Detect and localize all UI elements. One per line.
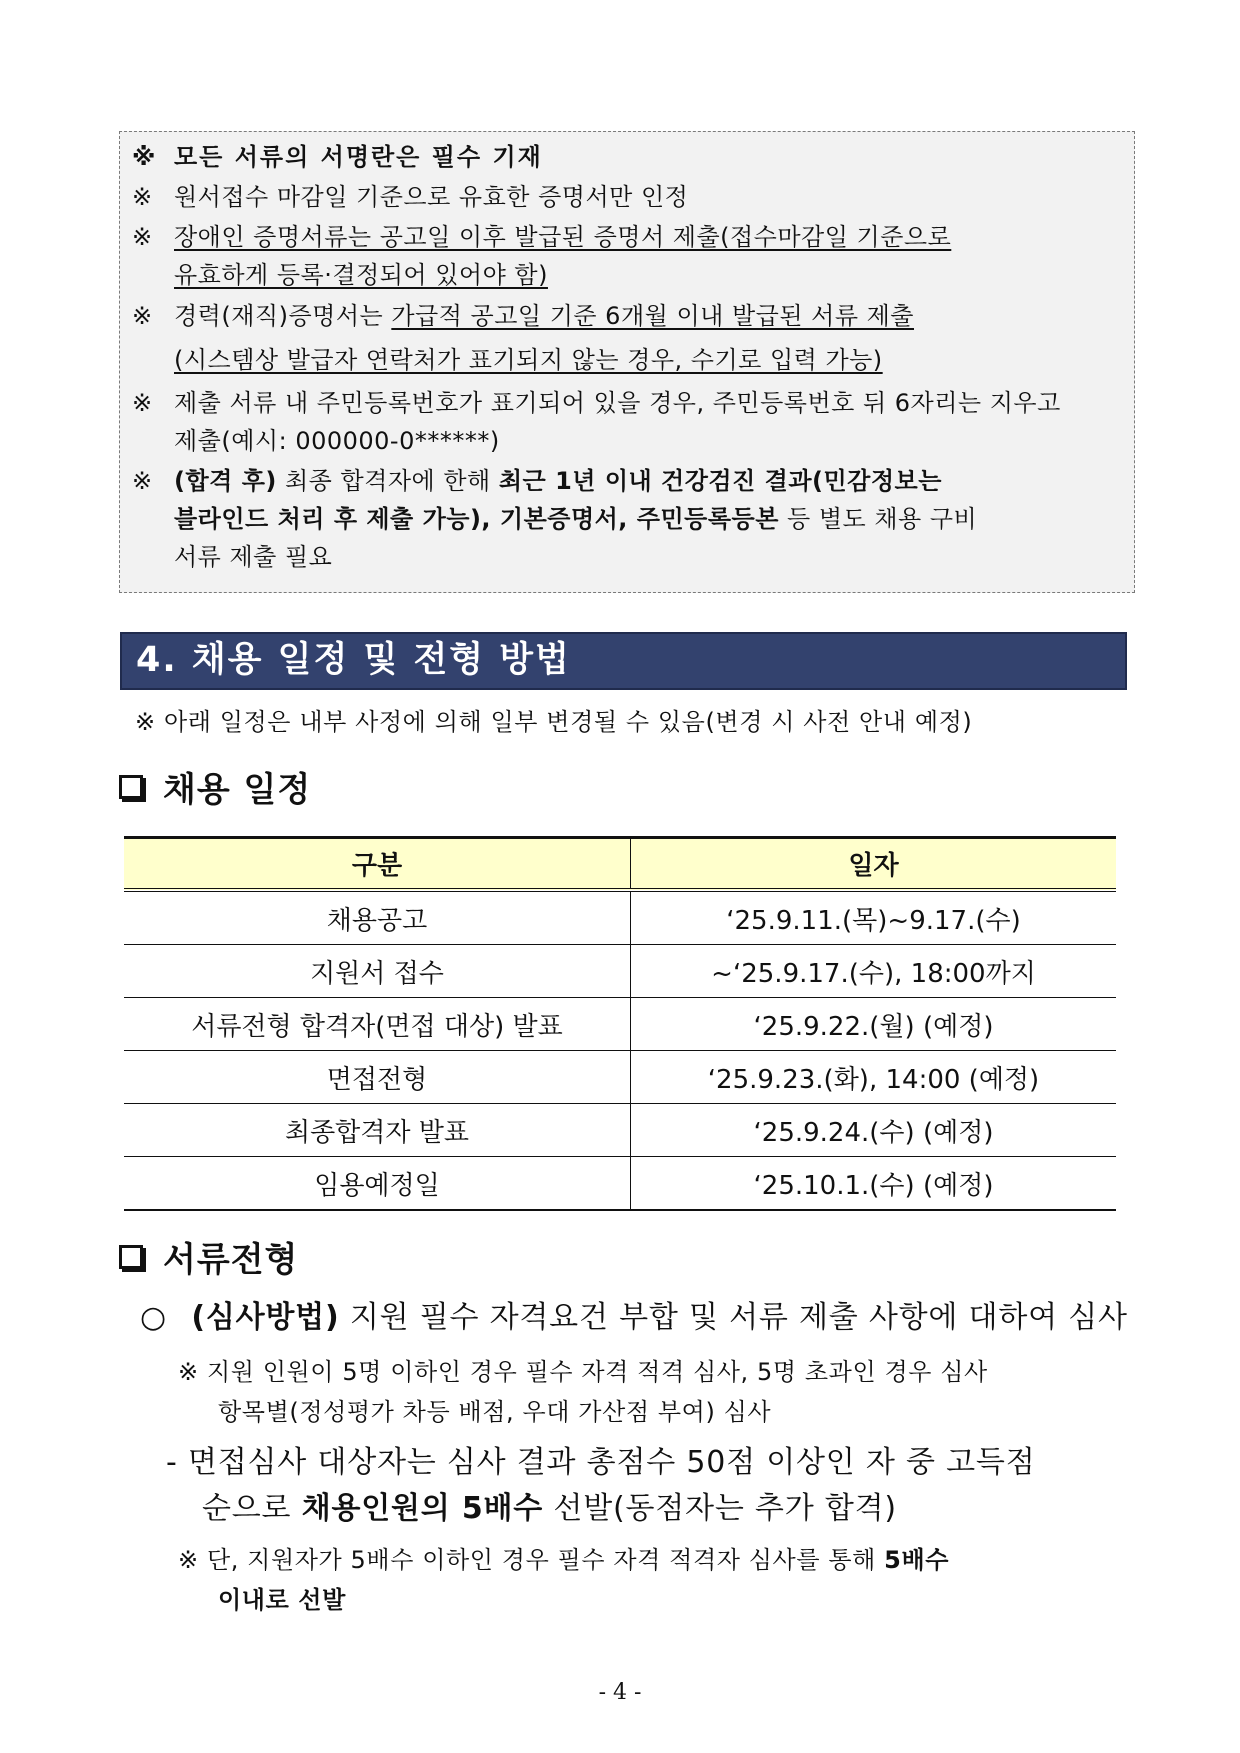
note-disability-certificate: [132, 218, 1124, 294]
table-header-row: [124, 838, 1116, 891]
table-cell-date: ‘25.9.23.(화), 14:00 (예정): [631, 1051, 1117, 1104]
doc-screening-heading: [119, 1232, 298, 1281]
note-after-pass: [132, 462, 1124, 576]
table-cell-category: 서류전형 합격자(면접 대상) 발표: [124, 998, 631, 1051]
heading-text: 서류전형: [163, 1240, 299, 1280]
table-cell-date: ‘25.9.24.(수) (예정): [631, 1104, 1117, 1157]
note-text-bold: (합격 후): [174, 467, 277, 495]
applicant-note-text: ※ 단, 지원자가 5배수 이하인 경우 필수 자격 적격자 심사를 통해: [178, 1546, 885, 1574]
table-header-date: 일자: [631, 838, 1117, 891]
table-row: [124, 1157, 1116, 1211]
applicant-note-line2: 이내로 선발: [218, 1586, 346, 1614]
schedule-heading: [119, 762, 311, 811]
table-row: [124, 1051, 1116, 1104]
note-text: 유효하게 등록·결정되어 있어야 함): [174, 261, 548, 289]
table-cell-date: ‘25.9.22.(월) (예정): [631, 998, 1117, 1051]
note-text: 등 별도 채용 구비: [778, 505, 978, 533]
reference-mark: ※: [132, 389, 153, 417]
table-cell-category: 채용공고: [124, 890, 631, 945]
schedule-change-note: ※ 아래 일정은 내부 사정에 의해 일부 변경될 수 있음(변경 시 사전 안내 예정): [135, 708, 973, 736]
note-text-bold: 블라인드 처리 후 제출 가능), 기본증명서, 주민등록등본: [174, 505, 779, 533]
square-bullet-icon: [119, 775, 143, 799]
table-cell-date: ‘25.9.11.(목)~9.17.(수): [631, 890, 1117, 945]
table-header-category: 구분: [124, 838, 631, 891]
reference-mark: ※: [132, 223, 153, 251]
note-text-underlined: (시스템상 발급자 연락처가 표기되지 않는 경우, 수기로 입력 가능): [174, 346, 883, 374]
schedule-table: [124, 836, 1116, 1211]
table-row: [124, 998, 1116, 1051]
note-text: 최종 합격자에 한해: [276, 467, 499, 495]
method-label: (심사방법): [191, 1300, 340, 1335]
note-valid-certificate: [132, 178, 1124, 216]
table-row: [124, 890, 1116, 945]
reference-mark: ※: [132, 302, 153, 330]
method-text: 지원 필수 자격요건 부합 및 서류 제출 사항에 대하여 심사: [339, 1300, 1128, 1335]
page-number: - 4 -: [598, 1680, 642, 1705]
table-row: [124, 945, 1116, 998]
selection-text: 선발(동점자는 추가 합격): [543, 1491, 897, 1526]
selection-text-bold: 채용인원의 5배수: [301, 1491, 544, 1526]
square-bullet-icon: [119, 1245, 143, 1269]
table-cell-date: ~‘25.9.17.(수), 18:00까지: [631, 945, 1117, 998]
note-text: 장애인 증명서류는 공고일 이후 발급된 증명서 제출(접수마감일 기준으로: [174, 223, 952, 251]
note-text: 서류 제출 필요: [174, 543, 333, 571]
note-text: 원서접수 마감일 기준으로 유효한 증명서만 인정: [174, 183, 689, 211]
applicant-note-bold: 5배수: [884, 1546, 950, 1574]
table-row: [124, 1104, 1116, 1157]
reference-mark: ※: [132, 183, 153, 211]
circle-bullet: ○: [140, 1300, 167, 1335]
note-career-certificate: [132, 294, 1124, 382]
applicant-note-line1: [178, 1540, 949, 1575]
table-cell-category: 면접전형: [124, 1051, 631, 1104]
selection-text: 순으로: [202, 1491, 302, 1526]
table-cell-category: 최종합격자 발표: [124, 1104, 631, 1157]
heading-text: 채용 일정: [163, 770, 312, 810]
note-text: 모든 서류의 서명란은 필수 기재: [174, 143, 543, 171]
screening-method: [140, 1292, 1128, 1336]
interview-selection-line1: - 면접심사 대상자는 심사 결과 총점수 50점 이상인 자 중 고득점: [166, 1445, 1036, 1480]
table-cell-category: 지원서 접수: [124, 945, 631, 998]
notice-box: [119, 131, 1135, 593]
note-text-bold: 최근 1년 이내 건강검진 결과(민감정보는: [498, 467, 942, 495]
table-cell-date: ‘25.10.1.(수) (예정): [631, 1157, 1117, 1211]
section-header: 4. 채용 일정 및 전형 방법: [120, 632, 1127, 690]
note-text: 제출(예시: 000000-0******): [174, 427, 500, 455]
note-text: 경력(재직)증명서는: [174, 302, 392, 330]
screening-note-line1: ※ 지원 인원이 5명 이하인 경우 필수 자격 적격 심사, 5명 초과인 경우 심사: [178, 1358, 988, 1386]
reference-mark: ※: [132, 467, 153, 495]
table-cell-category: 임용예정일: [124, 1157, 631, 1211]
note-resident-number: [132, 384, 1124, 460]
reference-mark: ※: [132, 143, 158, 171]
note-text-underlined: 가급적 공고일 기준 6개월 이내 발급된 서류 제출: [391, 302, 914, 330]
screening-note-line2: 항목별(정성평가 차등 배점, 우대 가산점 부여) 심사: [218, 1398, 772, 1426]
note-signature: [132, 138, 1124, 176]
interview-selection-line2: [202, 1483, 897, 1527]
note-text: 제출 서류 내 주민등록번호가 표기되어 있을 경우, 주민등록번호 뒤 6자리는 지우고: [174, 389, 1061, 417]
